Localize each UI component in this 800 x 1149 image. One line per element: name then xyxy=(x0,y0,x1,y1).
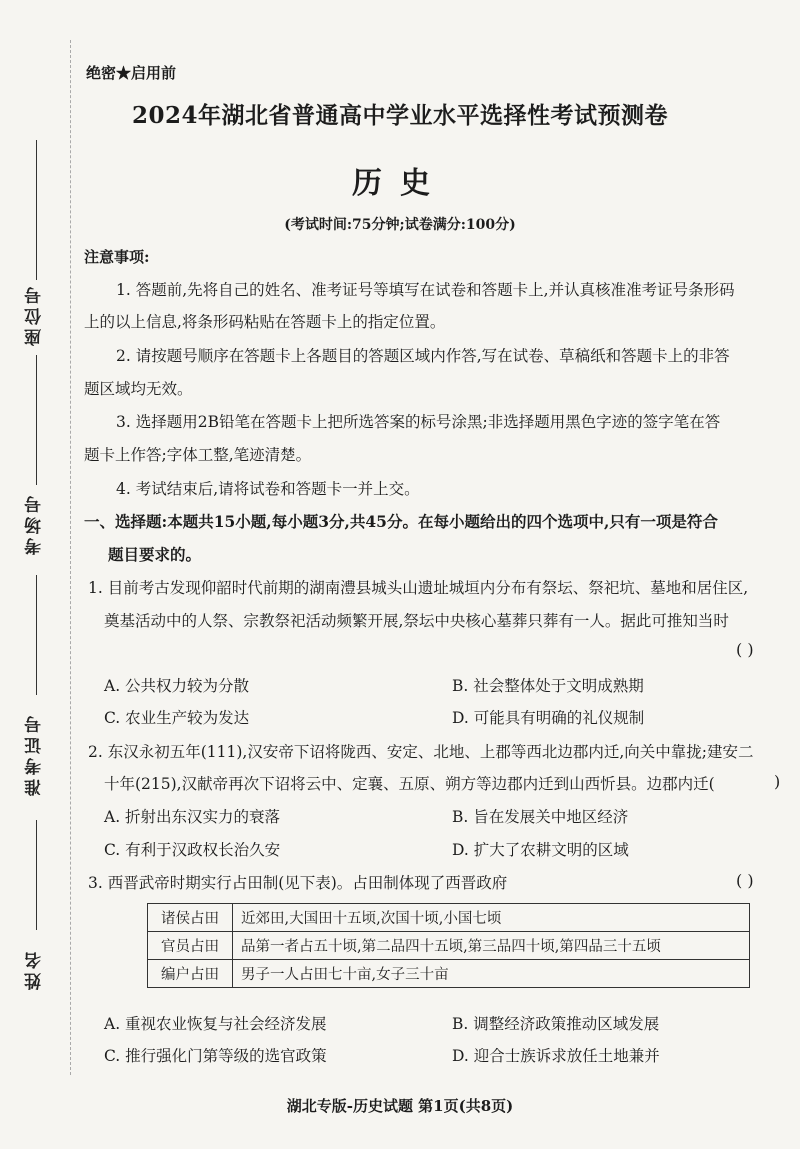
q1-option-d: D. 可能具有明确的礼仪规制 xyxy=(452,709,645,727)
table-cell-label: 官员占田 xyxy=(148,932,233,960)
q2-option-b: B. 旨在发展关中地区经济 xyxy=(452,808,629,826)
note-line: 3. 选择题用2B铅笔在答题卡上把所选答案的标号涂黑;非选择题用黑色字迹的签字笔在答 xyxy=(116,413,721,431)
table-row xyxy=(148,932,750,960)
ticket-label: 准考证号 xyxy=(25,712,45,796)
note-line: 4. 考试结束后,请将试卷和答题卡一并上交。 xyxy=(116,480,420,498)
q3-stem: 3. 西晋武帝时期实行占田制(见下表)。占田制体现了西晋政府 xyxy=(88,874,508,892)
note-line: 2. 请按题号顺序在答题卡上各题目的答题区域内作答,写在试卷、草稿纸和答题卡上的非答 xyxy=(116,347,730,365)
q2-option-a: A. 折射出东汉实力的衰落 xyxy=(104,808,281,826)
note-line: 题区域均无效。 xyxy=(84,380,193,398)
q1-option-c: C. 农业生产较为发达 xyxy=(104,709,250,727)
section-heading-cont: 题目要求的。 xyxy=(108,545,202,564)
q1-option-b: B. 社会整体处于文明成熟期 xyxy=(452,677,644,695)
note-line: 上的以上信息,将条形码粘贴在答题卡上的指定位置。 xyxy=(84,313,446,331)
note-line: 题卡上作答;字体工整,笔迹清楚。 xyxy=(84,446,312,464)
q2-stem: 2. 东汉永初五年(111),汉安帝下诏将陇西、安定、北地、上郡等西北边郡内迁,向关中靠拢;建安二 xyxy=(88,743,754,761)
seat-label: 座位号 xyxy=(25,283,45,346)
notes-title: 注意事项: xyxy=(84,248,150,266)
table-cell-content: 品第一者占五十顷,第二品四十五顷,第三品四十顷,第四品三十五顷 xyxy=(233,932,750,960)
q3-option-d: D. 迎合士族诉求放任土地兼并 xyxy=(452,1047,660,1065)
q1-option-a: A. 公共权力较为分散 xyxy=(104,677,250,695)
secret-mark: 绝密★启用前 xyxy=(86,64,177,82)
exam-title: 2024年湖北省普通高中学业水平选择性考试预测卷 xyxy=(131,102,668,129)
q2-answer-paren: ) xyxy=(774,772,781,791)
q1-stem: 1. 目前考古发现仰韶时代前期的湖南澧县城头山遗址城垣内分布有祭坛、祭祀坑、墓地和居住区, xyxy=(88,579,749,597)
q1-stem-cont: 奠基活动中的人祭、宗教祭祀活动频繁开展,祭坛中央核心墓葬只葬有一人。据此可推知当时 xyxy=(104,612,729,630)
q3-option-b: B. 调整经济政策推动区域发展 xyxy=(452,1015,660,1033)
land-policy-table xyxy=(147,903,750,988)
name-underline xyxy=(36,820,37,930)
room-label: 考场号 xyxy=(25,492,45,555)
q2-stem-cont: 十年(215),汉献帝再次下诏将云中、定襄、五原、朔方等边郡内迁到山西忻县。边郡内迁( xyxy=(104,775,715,793)
table-cell-label: 编户占田 xyxy=(148,960,233,988)
room-underline xyxy=(36,355,37,485)
q2-option-d: D. 扩大了农耕文明的区域 xyxy=(452,841,629,859)
q1-answer-paren: ( ) xyxy=(736,640,754,659)
note-line: 1. 答题前,先将自己的姓名、准考证号等填写在试卷和答题卡上,并认真核准准考证号条形码 xyxy=(116,281,735,299)
section-heading: 一、选择题:本题共15小题,每小题3分,共45分。在每小题给出的四个选项中,只有一项是符合 xyxy=(84,512,718,531)
q3-option-c: C. 推行强化门第等级的选官政策 xyxy=(104,1047,327,1065)
exam-info: (考试时间:75分钟;试卷满分:100分) xyxy=(284,217,516,233)
q3-option-a: A. 重视农业恢复与社会经济发展 xyxy=(104,1015,327,1033)
name-label: 姓名 xyxy=(25,948,45,990)
table-cell-content: 近郊田,大国田十五顷,次国十顷,小国七顷 xyxy=(233,904,750,932)
ticket-underline xyxy=(36,575,37,695)
table-cell-content: 男子一人占田七十亩,女子三十亩 xyxy=(233,960,750,988)
table-row xyxy=(148,904,750,932)
table-cell-label: 诸侯占田 xyxy=(148,904,233,932)
q2-option-c: C. 有利于汉政权长治久安 xyxy=(104,841,281,859)
subject-title: 历史 xyxy=(352,166,448,201)
q3-answer-paren: ( ) xyxy=(736,871,754,890)
page-footer: 湖北专版-历史试题 第1页(共8页) xyxy=(286,1097,514,1115)
table-row xyxy=(148,960,750,988)
